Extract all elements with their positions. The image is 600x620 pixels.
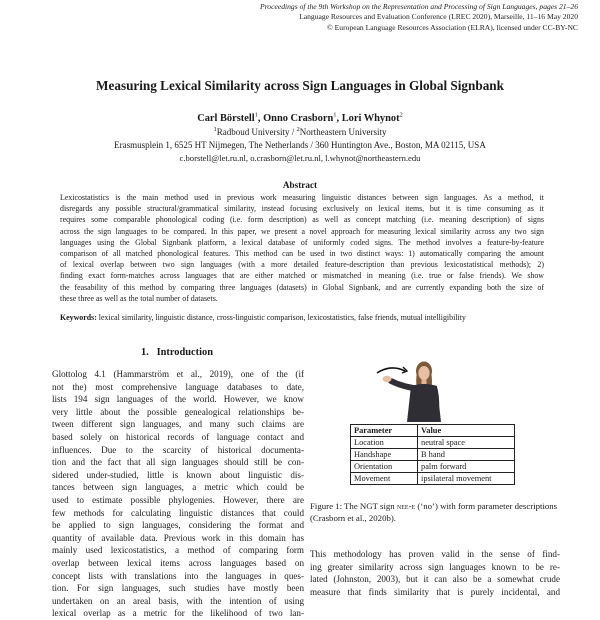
abstract-line: requires some comparable phonological coding (i.e. form description) as well as concept matching (i.e. meaning description) of signs	[60, 215, 544, 225]
body-text-line: tances between sign languages, a metric which could be	[52, 482, 304, 493]
author-affiliation-mark: 1	[254, 111, 258, 119]
body-text-line: used to estimate possible phylogenies. However, there are	[52, 495, 304, 505]
author-affiliation-mark: 2	[399, 111, 403, 119]
body-text-line: measure that finds similarity that is purely incidental, and	[310, 586, 560, 597]
body-text-line: tion. For sign languages, such studies have mostly been	[52, 583, 304, 594]
table-row	[351, 449, 515, 461]
body-text-line: few methods for calculating linguistic distances that could	[52, 507, 304, 518]
table-cell: Handshape	[351, 449, 418, 461]
abstract-heading: Abstract	[282, 180, 318, 190]
author-list: Carl Börstell$^1$, Onno Crasborn$^1$, Lori Whynot$^2$	[197, 111, 403, 124]
section-title: Introduction	[156, 347, 213, 358]
abstract-line: the feasability of this method by comparing three languages (datasets) in Global Signbank, and are currently expanding both the size of	[60, 282, 544, 292]
body-text-line: overlap between lexical items across languages based on	[52, 558, 304, 568]
body-text-line: tion and the fact that all sign languages should still be con-	[52, 457, 304, 468]
body-text-line: sidered under-studied, little is known about linguistic dis-	[52, 469, 304, 480]
author-affiliation-mark: 1	[333, 111, 337, 119]
signer-photo	[345, 360, 495, 422]
table-cell: Orientation	[351, 461, 418, 473]
abstract-line: languages using the Global Signbank platform, a lexical database of uniformly coded signs. The method involves a feature-by-feature	[60, 237, 544, 247]
author-emails: c.borstell@let.ru.nl, o.crasborn@let.ru.nl, l.whynot@northeastern.edu	[179, 153, 421, 163]
caption-text: (‘no’) with form parameter descriptions (Crasborn et al., 2020b).	[310, 501, 558, 523]
abstract-line: of lexical overlap between two sign languages (with a more detailed feature-description than previous lexicostatistical methods); 2)	[60, 260, 544, 270]
table-cell: Location	[351, 437, 418, 449]
body-text-line: undertaken on an areal basis, with the intention of using	[52, 595, 304, 606]
table-cell: B hand	[418, 449, 515, 461]
body-text-line: ing greater similarity across sign languages known to be re-	[310, 561, 560, 572]
body-text-line: influences. Due to the scarcity of historical documenta-	[52, 444, 304, 455]
body-text-line: lated (Johnston, 2003), but it can also be a somewhat crude	[310, 574, 560, 585]
keywords	[60, 313, 544, 322]
keywords-label: Keywords:	[60, 313, 97, 322]
section-heading	[52, 347, 302, 358]
license-line: © European Language Resources Association (ELRA), licensed under CC-BY-NC	[326, 22, 578, 32]
body-text-line: very little about the possible genealogical relationships be-	[52, 406, 304, 417]
paper-title: Measuring Lexical Similarity across Sign Languages in Global Signbank	[96, 78, 504, 93]
body-text-line: concept lists with translations into the languages in ques-	[52, 570, 304, 581]
caption-gloss: nee-e	[396, 501, 416, 511]
author-name: Lori Whynot	[341, 113, 400, 124]
table-header-row	[351, 425, 515, 437]
body-text-line: lexical overlap as a metric for the likelihood of two lan-	[52, 608, 304, 619]
body-text-line: be applied to sign languages, considering the format and	[52, 520, 304, 531]
table-row	[351, 473, 515, 485]
author-name: Onno Crasborn	[263, 113, 334, 124]
affiliation-mark: 1	[213, 126, 217, 133]
conference-line: Language Resources and Evaluation Conference (LREC 2020), Marseille, 11–16 May 2020	[299, 12, 578, 22]
keywords-text: lexical similarity, linguistic distance, cross-linguistic comparison, lexicostatistics, false friends, mutual intelligibility	[96, 313, 466, 322]
figure-caption	[310, 500, 560, 524]
affiliation-mark: 2	[296, 126, 300, 133]
table-cell: ipsilateral movement	[418, 473, 515, 485]
proceedings-header	[218, 2, 578, 33]
abstract-line: these three as well as the total number of datasets.	[60, 293, 218, 303]
table-row	[351, 437, 515, 449]
body-text-line: mainly used lexicostatistics, a method of comparing form	[52, 545, 304, 556]
abstract-line: finding exact form-matches across languages that are either matched or mismatched in meaning (i.e. true or false friends). We show	[60, 271, 544, 281]
proceedings-line: Proceedings of the 9th Workshop on the Representation and Processing of Sign Languages, pages 21–26	[260, 2, 578, 11]
body-text-line: Glottolog 4.1 (Hammarström et al., 2019), one of the (if	[52, 369, 304, 379]
affiliation-name: Radboud University /	[216, 127, 297, 137]
body-text-line: not the) most comprehensive language databases to date,	[52, 381, 304, 392]
section-number: 1.	[141, 347, 149, 358]
author-name: Carl Börstell	[197, 113, 255, 124]
table-header-cell: Value	[418, 425, 515, 437]
table-row	[351, 461, 515, 473]
table-header-cell: Parameter	[351, 425, 418, 437]
body-text-line: quantity of available data. Previous work in this domain has	[52, 532, 304, 543]
affiliation-address: Erasmusplein 1, 6525 HT Nijmegen, The Netherlands / 360 Huntington Ave., Boston, MA 02115, USA	[114, 140, 486, 150]
table-cell: palm forward	[418, 461, 515, 473]
body-text-line: based solely on historical records of language contact and	[52, 432, 304, 442]
abstract-line: Lexicostatistics is the main method used in previous work measuring linguistic distances between sign languages. As a method, it	[60, 193, 544, 202]
table-cell: neutral space	[418, 437, 515, 449]
parameter-table	[350, 424, 515, 485]
abstract-line: across the sign languages to be compared. In this paper, we present a novel approach for measuring lexical similarity across any two sign	[60, 226, 544, 236]
body-text-line: tween different sign languages, and many such claims are	[52, 419, 304, 430]
body-text-line: This methodology has proven valid in the sense of find-	[310, 549, 560, 559]
affiliation-name: Northeastern University	[299, 127, 387, 137]
abstract-line: comparison of all matched phonological features. This method can be used in two distinct ways: 1) automatically comparing the amount	[60, 249, 544, 258]
caption-prefix: Figure 1: The NGT sign	[310, 501, 397, 511]
body-text-line: lists 194 sign languages of the world. However, we know	[52, 394, 304, 405]
table-cell: Movement	[351, 473, 418, 485]
abstract-line: disregards any possible structural/grammatical similarity, instead focusing exclusively on lexical items, but it is time consuming as it	[60, 204, 544, 214]
affiliation-line	[0, 127, 600, 137]
